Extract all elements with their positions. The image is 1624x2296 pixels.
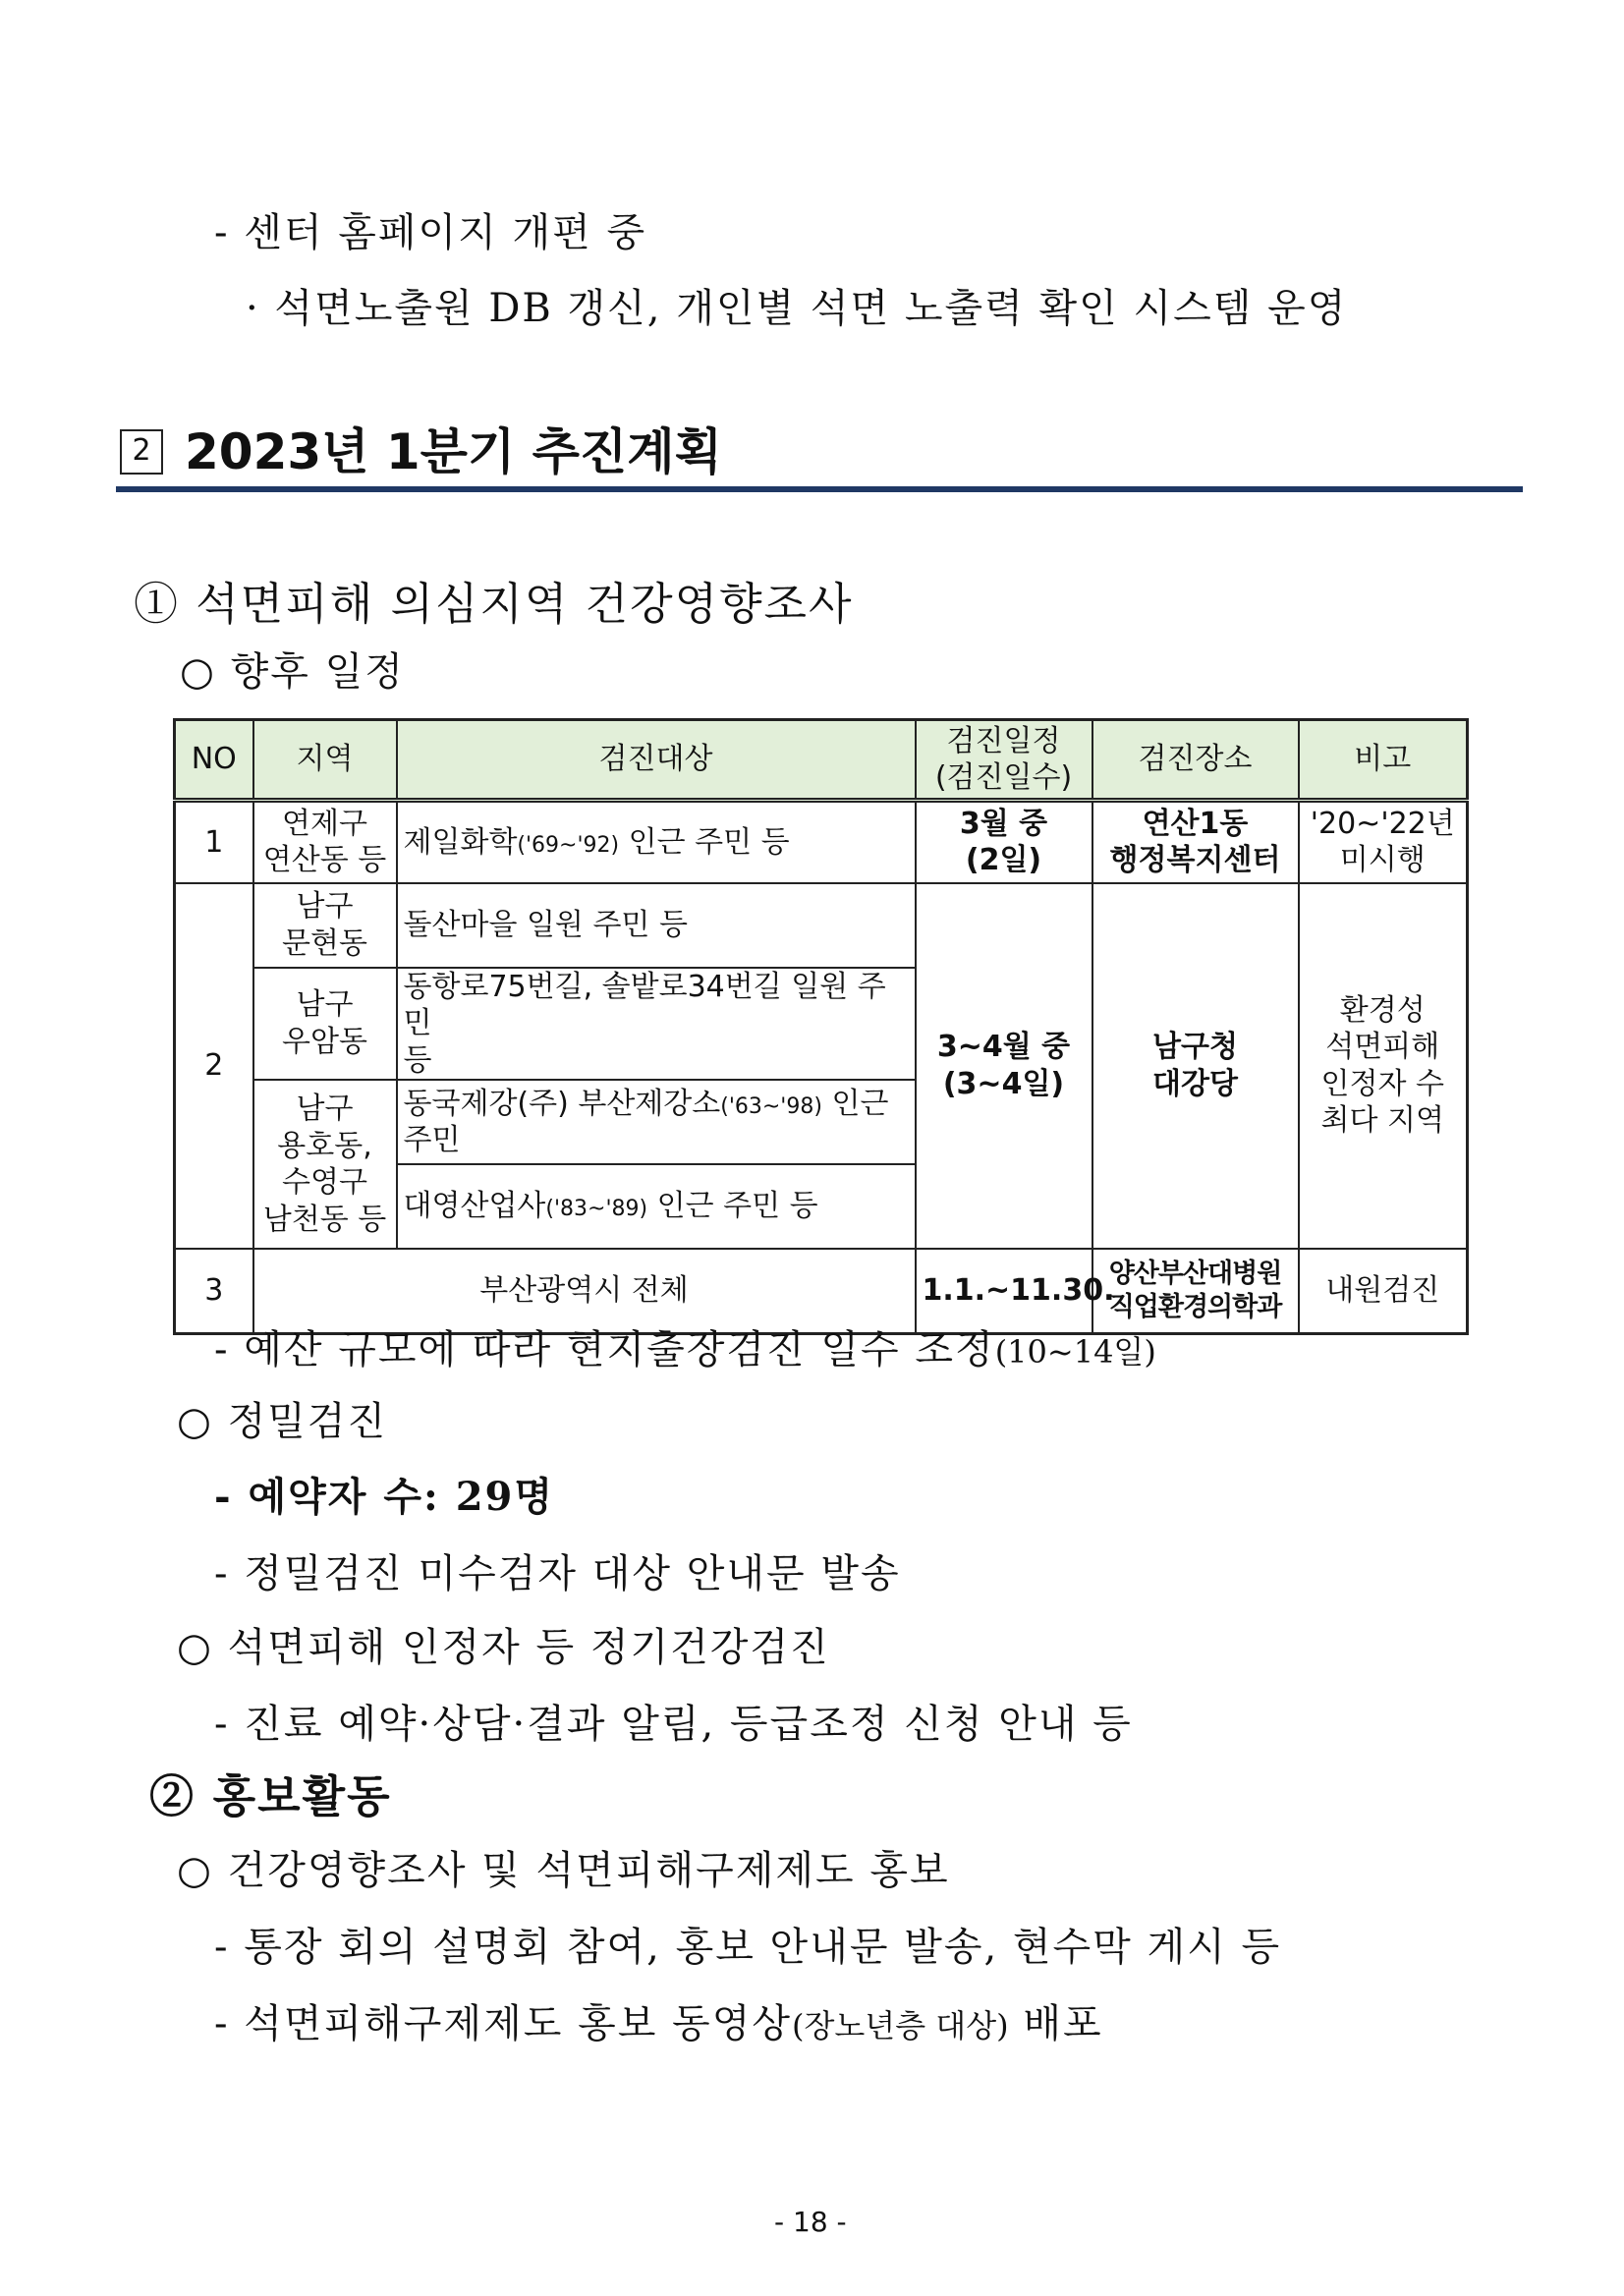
row2b-target: 동항로75번길, 솔밭로34번길 일원 주민 등 bbox=[397, 968, 916, 1081]
section-number-box: 2 bbox=[120, 429, 163, 475]
header-no: NO bbox=[175, 720, 253, 801]
intro-subitem-db: · 석면노출원 DB 갱신, 개인별 석면 노출력 확인 시스템 운영 bbox=[246, 286, 1348, 331]
row2-place: 남구청 대강당 bbox=[1092, 883, 1299, 1250]
row2d-target: 대영산업사('83~'89) 인근 주민 등 bbox=[397, 1164, 916, 1249]
row3-region-target: 부산광역시 전체 bbox=[253, 1249, 916, 1333]
row1-schedule: 3월 중 (2일) bbox=[916, 801, 1092, 883]
section-heading bbox=[120, 413, 722, 483]
header-note: 비고 bbox=[1299, 720, 1468, 801]
table-row bbox=[175, 801, 1468, 883]
checkup-details: - 진료 예약·상담·결과 알림, 등급조정 신청 안내 등 bbox=[214, 1702, 1133, 1747]
table-header-row bbox=[175, 720, 1468, 801]
header-target: 검진대상 bbox=[397, 720, 916, 801]
bullet-detailed-exam: ○ 정밀검진 bbox=[177, 1399, 388, 1444]
subsection-title-health-survey: ① 석면피해 의심지역 건강영향조사 bbox=[134, 578, 854, 630]
row3-place: 양산부산대병원 직업환경의학과 bbox=[1092, 1249, 1299, 1333]
intro-item-homepage: - 센터 홈페이지 개편 중 bbox=[214, 210, 647, 255]
row3-note: 내원검진 bbox=[1299, 1249, 1468, 1333]
row1-region: 연제구 연산동 등 bbox=[253, 801, 397, 883]
bullet-future-schedule: ○ 향후 일정 bbox=[180, 649, 405, 695]
row2-note: 환경성 석면피해 인정자 수 최다 지역 bbox=[1299, 883, 1468, 1250]
row2c-region: 남구 용호동, 수영구 남천동 등 bbox=[253, 1080, 397, 1249]
reservation-count: - 예약자 수: 29명 bbox=[214, 1474, 555, 1520]
row1-place: 연산1동 행정복지센터 bbox=[1092, 801, 1299, 883]
table-row bbox=[175, 883, 1468, 968]
row2-no: 2 bbox=[175, 883, 253, 1250]
row1-note: '20~'22년 미시행 bbox=[1299, 801, 1468, 883]
section-rule bbox=[116, 486, 1523, 492]
header-region: 지역 bbox=[253, 720, 397, 801]
header-place: 검진장소 bbox=[1092, 720, 1299, 801]
bullet-regular-checkup: ○ 석면피해 인정자 등 정기건강검진 bbox=[177, 1625, 830, 1670]
row1-no: 1 bbox=[175, 801, 253, 883]
row2-schedule: 3~4월 중 (3~4일) bbox=[916, 883, 1092, 1250]
schedule-table bbox=[173, 718, 1469, 1335]
row2b-region: 남구 우암동 bbox=[253, 968, 397, 1081]
bullet-promotion: ○ 건강영향조사 및 석면피해구제제도 홍보 bbox=[177, 1848, 950, 1893]
row2a-region: 남구 문현동 bbox=[253, 883, 397, 968]
section-title: 2023년 1분기 추진계획 bbox=[185, 423, 722, 480]
subsection-title-promotion: ② 홍보활동 bbox=[149, 1770, 392, 1822]
promotion-item-meetings: - 통장 회의 설명회 참여, 홍보 안내문 발송, 현수막 게시 등 bbox=[214, 1925, 1282, 1970]
row3-schedule: 1.1.~11.30. bbox=[916, 1249, 1092, 1333]
row2c-target: 동국제강(주) 부산제강소('63~'98) 인근 주민 bbox=[397, 1080, 916, 1164]
row3-no: 3 bbox=[175, 1249, 253, 1333]
unexamined-notice: - 정밀검진 미수검자 대상 안내문 발송 bbox=[214, 1551, 901, 1596]
row2a-target: 돌산마을 일원 주민 등 bbox=[397, 883, 916, 968]
row1-target: 제일화학('69~'92) 인근 주민 등 bbox=[397, 801, 916, 883]
header-schedule: 검진일정 (검진일수) bbox=[916, 720, 1092, 801]
budget-note: - 예산 규모에 따라 현지출장검진 일수 조정(10~14일) bbox=[214, 1327, 1156, 1372]
page-number: - 18 - bbox=[774, 2206, 847, 2238]
promotion-item-video: - 석면피해구제제도 홍보 동영상(장노년층 대상) 배포 bbox=[214, 2001, 1103, 2046]
